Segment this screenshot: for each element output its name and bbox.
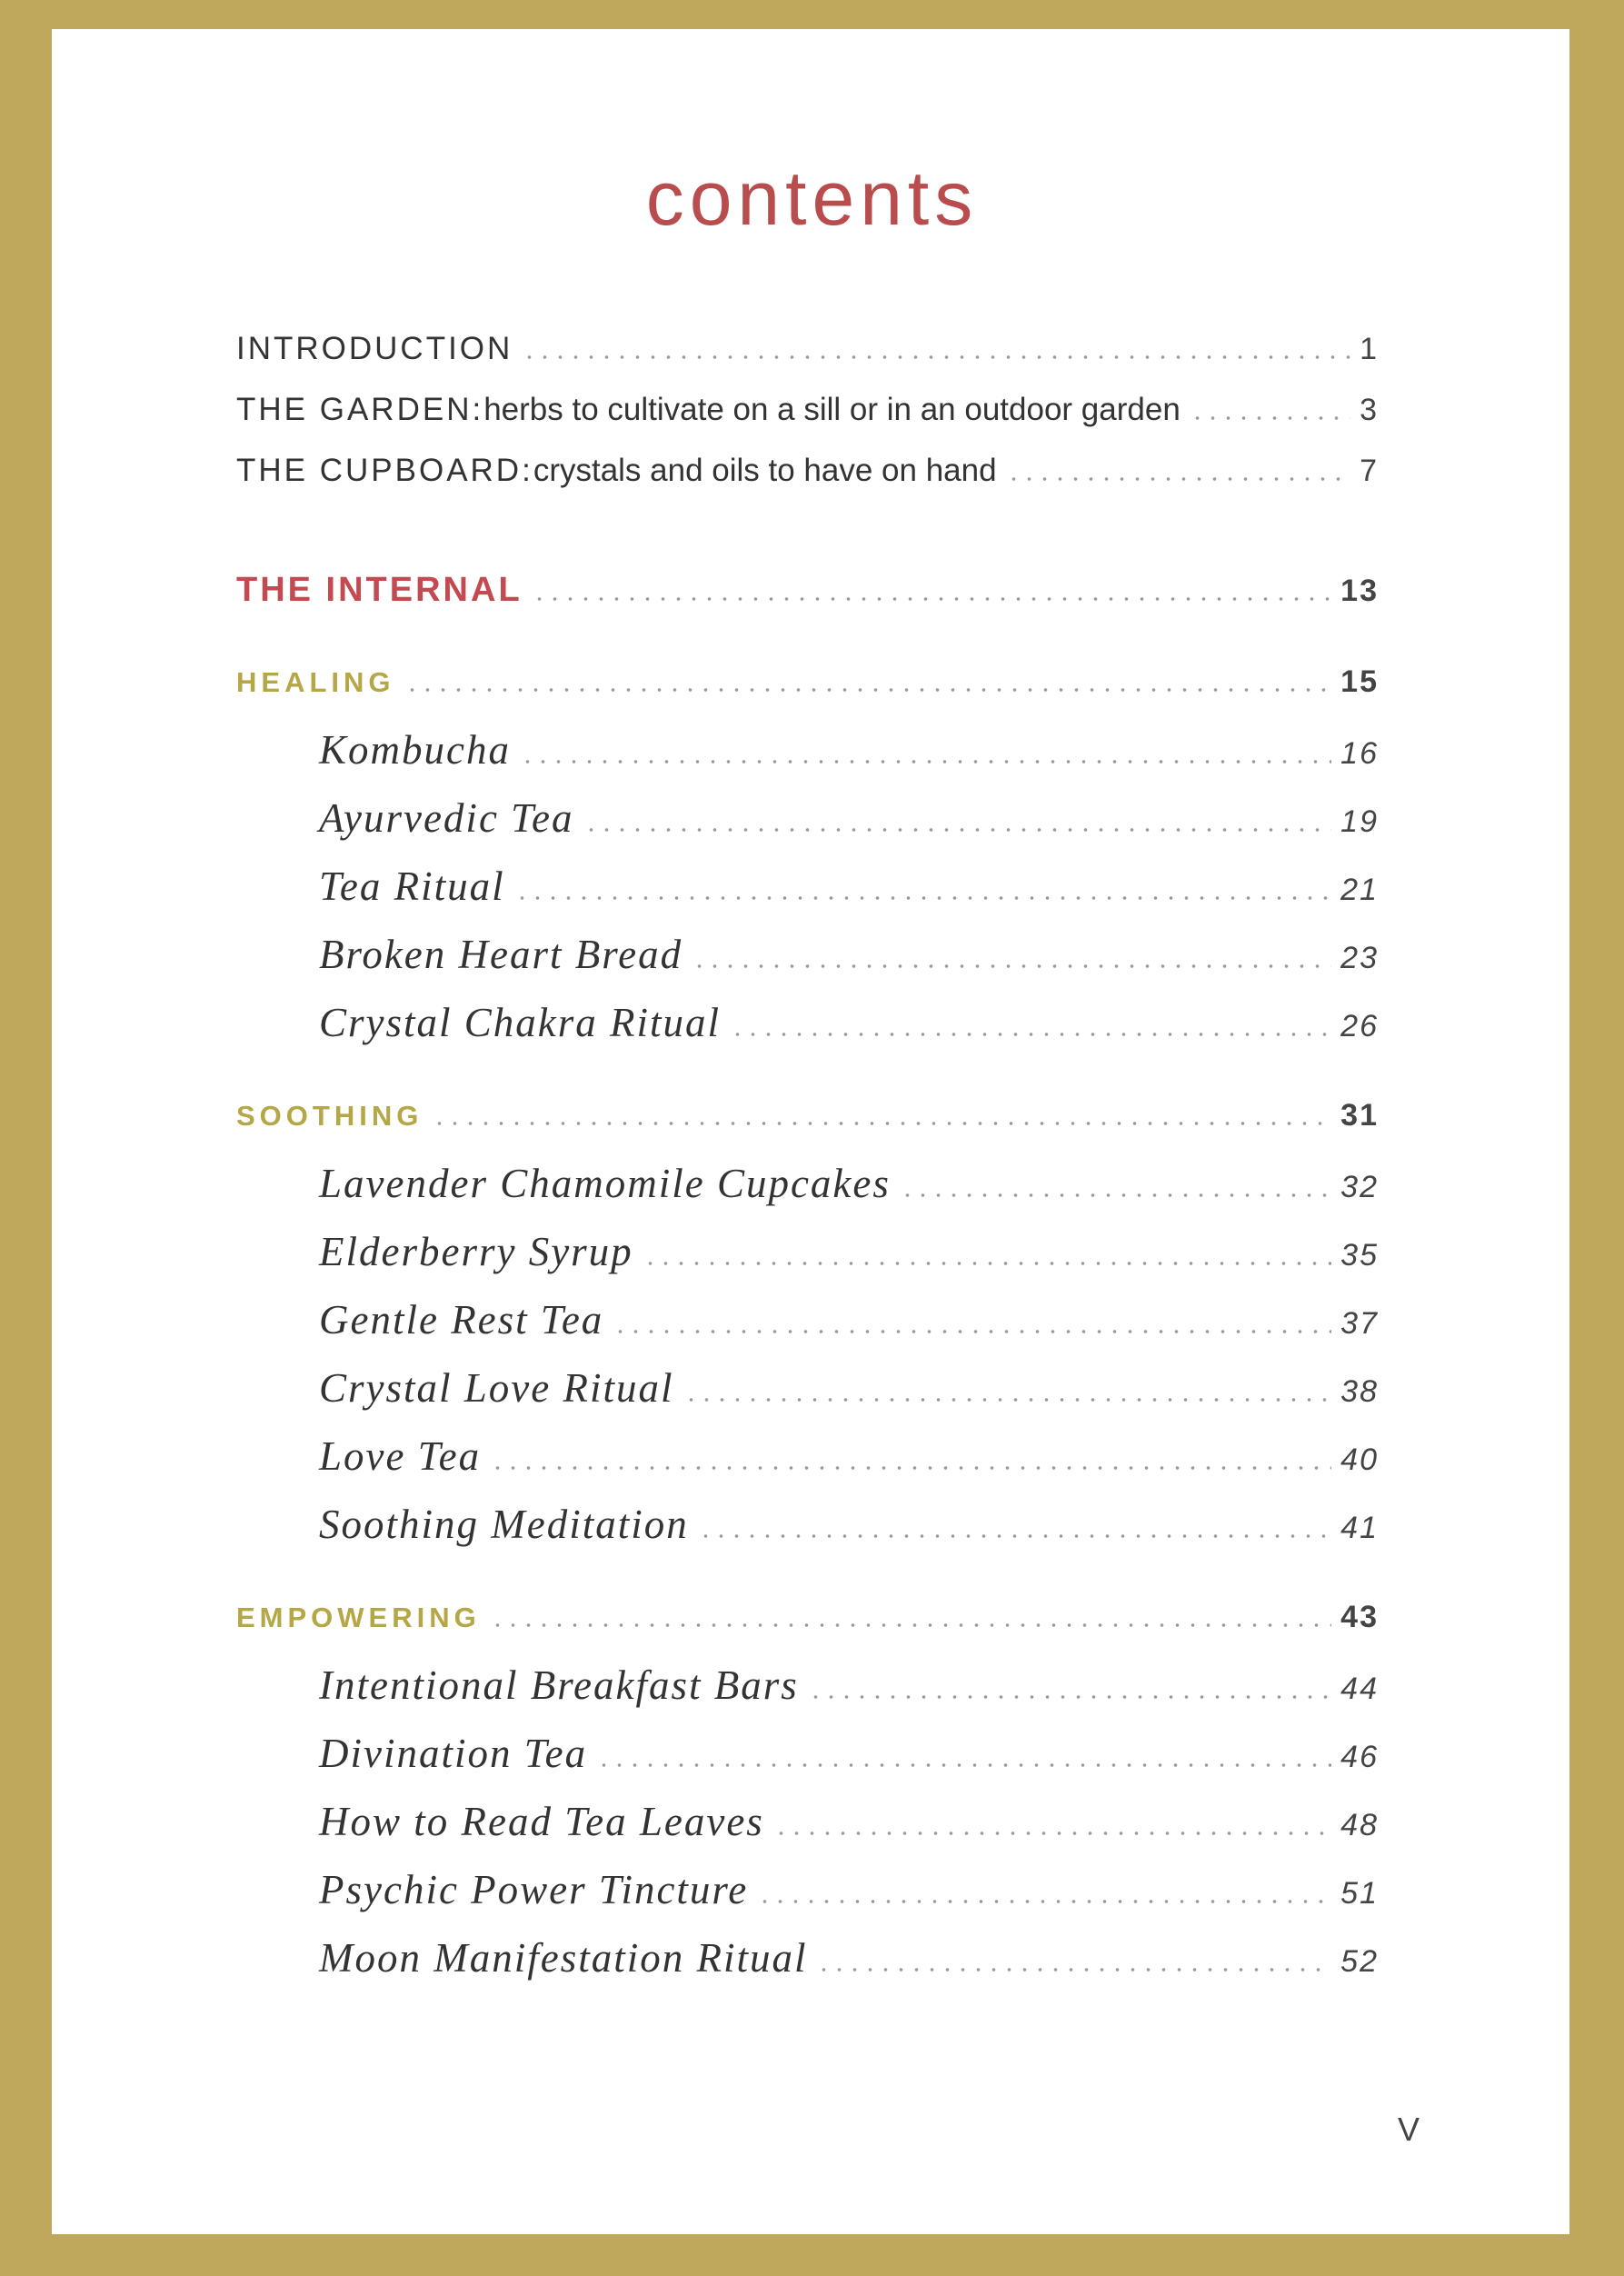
toc-item-row[interactable]: [236, 853, 1379, 921]
toc-label: Gentle Rest Tea: [319, 1297, 604, 1343]
toc-label: INTRODUCTION: [236, 331, 513, 366]
page-number: 7: [1360, 454, 1379, 488]
toc-item-row[interactable]: [236, 989, 1379, 1057]
toc-section-row[interactable]: [236, 1082, 1379, 1150]
page-number: 46: [1340, 1740, 1379, 1774]
dot-leader: [514, 896, 1332, 900]
toc-label: Elderberry Syrup: [319, 1229, 633, 1274]
page-number: 16: [1340, 736, 1379, 771]
dot-leader: [613, 1330, 1331, 1333]
dot-leader: [757, 1900, 1331, 1903]
dot-leader: [596, 1763, 1331, 1767]
page-number: 32: [1340, 1170, 1379, 1204]
dot-leader: [1190, 416, 1350, 420]
toc-item-row[interactable]: [236, 784, 1379, 853]
toc-label: HEALING: [236, 666, 395, 698]
toc-item-row[interactable]: [236, 1652, 1379, 1720]
page-number: 43: [1340, 1600, 1379, 1634]
page-number: 38: [1340, 1374, 1379, 1409]
page-number: 44: [1340, 1672, 1379, 1706]
toc-section-row[interactable]: [236, 648, 1379, 716]
dot-leader: [773, 1832, 1331, 1835]
dot-leader: [816, 1968, 1331, 1972]
toc-item-row[interactable]: [236, 1422, 1379, 1491]
dot-leader: [432, 1122, 1331, 1125]
toc-label: How to Read Tea Leaves: [319, 1799, 764, 1844]
dot-leader: [522, 355, 1350, 359]
dot-leader: [900, 1193, 1331, 1197]
toc-part-row[interactable]: [236, 556, 1379, 624]
toc-label: Broken Heart Bread: [319, 932, 683, 977]
page-number: 48: [1340, 1808, 1379, 1842]
dot-leader: [808, 1695, 1331, 1699]
page-number: 23: [1340, 941, 1379, 975]
dot-leader: [532, 597, 1332, 601]
part-title: THE INTERNAL: [236, 571, 523, 609]
dot-leader: [490, 1466, 1331, 1470]
toc-label: Intentional Breakfast Bars: [319, 1662, 799, 1708]
toc-item-row[interactable]: [236, 921, 1379, 989]
page-number: 41: [1340, 1511, 1379, 1545]
dot-leader: [404, 688, 1332, 692]
toc-label: Divination Tea: [319, 1731, 588, 1776]
toc-item-row[interactable]: [236, 1354, 1379, 1422]
toc-label: Soothing Meditation: [319, 1502, 689, 1547]
page-title: contents: [645, 155, 979, 241]
toc-item-row[interactable]: [236, 1286, 1379, 1354]
page-number: 1: [1360, 332, 1379, 366]
toc-intro-row[interactable]: [236, 318, 1379, 379]
toc-label: Lavender Chamomile Cupcakes: [319, 1161, 891, 1206]
toc-label: SOOTHING: [236, 1100, 423, 1132]
dot-leader: [692, 964, 1331, 968]
toc-label: Ayurvedic Tea: [319, 795, 574, 841]
toc-garden-row[interactable]: [236, 379, 1379, 440]
toc-label: Kombucha: [319, 727, 511, 773]
page-number: 3: [1360, 393, 1379, 427]
toc-description: herbs to cultivate on a sill or in an outdoor garden: [483, 392, 1181, 427]
dot-leader: [683, 1398, 1332, 1402]
toc-label: THE GARDEN:: [236, 392, 484, 427]
page-number: 31: [1340, 1098, 1379, 1133]
toc-label: EMPOWERING: [236, 1602, 481, 1633]
toc-label: THE CUPBOARD:: [236, 453, 533, 488]
page-number: 35: [1340, 1238, 1379, 1273]
toc-label: Psychic Power Tincture: [319, 1867, 749, 1912]
page-number: 13: [1340, 574, 1379, 608]
toc-item-row[interactable]: [236, 1856, 1379, 1924]
table-of-contents: [236, 318, 1379, 1992]
page-number: 40: [1340, 1442, 1379, 1477]
dot-leader: [1006, 477, 1351, 481]
toc-label: Tea Ritual: [319, 863, 505, 909]
toc-item-row[interactable]: [236, 716, 1379, 784]
toc-description: crystals and oils to have on hand: [533, 453, 997, 488]
page-number: 51: [1340, 1876, 1379, 1911]
page-number: 15: [1340, 664, 1379, 699]
toc-label: Moon Manifestation Ritual: [319, 1935, 808, 1981]
toc-item-row[interactable]: [236, 1924, 1379, 1992]
toc-item-row[interactable]: [236, 1218, 1379, 1286]
toc-label: Love Tea: [319, 1433, 482, 1479]
toc-item-row[interactable]: [236, 1491, 1379, 1559]
dot-leader: [730, 1033, 1331, 1036]
page-number: 37: [1340, 1306, 1379, 1341]
page-number: 26: [1340, 1009, 1379, 1043]
dot-leader: [520, 760, 1331, 764]
folio-page-number: V: [1398, 2111, 1420, 2148]
toc-item-row[interactable]: [236, 1788, 1379, 1856]
toc-cupboard-row[interactable]: [236, 440, 1379, 501]
toc-item-row[interactable]: [236, 1720, 1379, 1788]
toc-label: Crystal Love Ritual: [319, 1365, 674, 1411]
toc-item-row[interactable]: [236, 1150, 1379, 1218]
dot-leader: [583, 828, 1332, 832]
dot-leader: [490, 1623, 1331, 1627]
toc-label: Crystal Chakra Ritual: [319, 1000, 722, 1045]
dot-leader: [643, 1262, 1331, 1265]
page-number: 19: [1340, 804, 1379, 839]
toc-section-row[interactable]: [236, 1583, 1379, 1652]
dot-leader: [698, 1534, 1331, 1538]
page-number: 21: [1340, 873, 1379, 907]
page-number: 52: [1340, 1944, 1379, 1979]
